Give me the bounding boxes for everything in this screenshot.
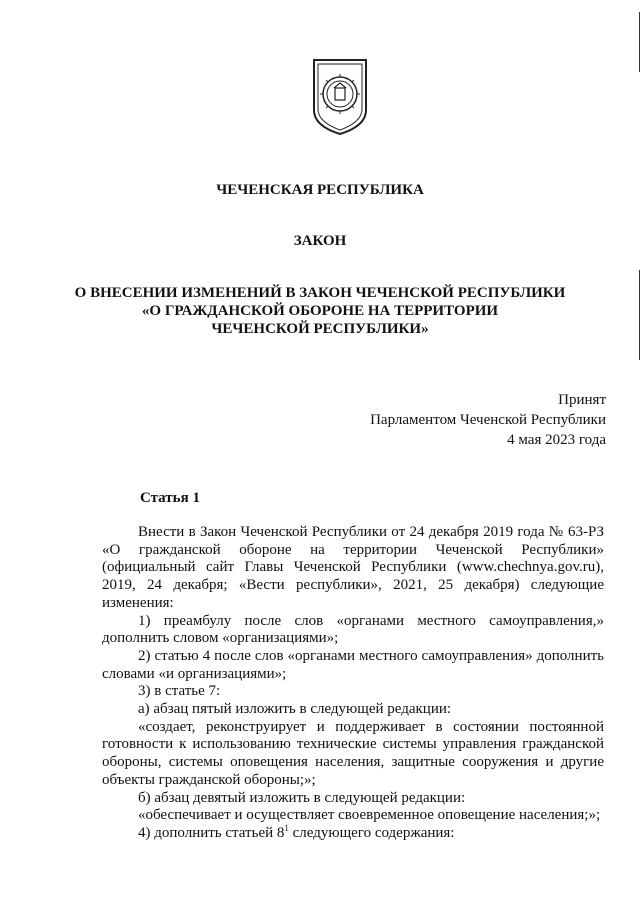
law-title-line-1: О ВНЕСЕНИИ ИЗМЕНЕНИЙ В ЗАКОН ЧЕЧЕНСКОЙ РЕСПУБЛИКИ bbox=[74, 285, 566, 301]
amendment-item-4 bbox=[102, 822, 604, 843]
amendment-item-3a-text: «создает, реконструирует и поддерживает в состоянии постоянной готовности к использованию технические системы управления гражданской обороны, системы оповещения населения, защитные сооружения и другие объекты гражданской обороны;»; bbox=[102, 718, 604, 788]
adoption-block bbox=[370, 390, 606, 450]
adoption-line-date: 4 мая 2023 года bbox=[507, 432, 606, 448]
amendment-item-3: 3) в статье 7: bbox=[138, 683, 221, 700]
item-4-suffix: следующего содержания: bbox=[288, 824, 455, 841]
amendment-item-2: 2) статью 4 после слов «органами местного самоуправления» дополнить словами «и организациями»; bbox=[102, 647, 604, 682]
item-4-prefix: 4) дополнить статьей 8 bbox=[138, 824, 285, 841]
amendment-item-3a: а) абзац пятый изложить в следующей редакции: bbox=[138, 701, 452, 718]
chechen-republic-emblem bbox=[310, 56, 370, 136]
amendment-item-3b-text: «обеспечивает и осуществляет своевременное оповещение населения;»; bbox=[138, 807, 601, 824]
adoption-line-parliament: Парламентом Чеченской Республики bbox=[370, 412, 606, 428]
republic-heading: ЧЕЧЕНСКАЯ РЕСПУБЛИКА bbox=[216, 182, 424, 198]
item-4-superscript: 1 bbox=[284, 822, 289, 833]
amendment-item-1: 1) преамбулу после слов «органами местного самоуправления,» дополнить словом «организациями»; bbox=[102, 612, 604, 647]
adoption-line-accepted: Принят bbox=[558, 392, 606, 408]
article-intro: Внести в Закон Чеченской Республики от 24 декабря 2019 года № 63-РЗ «О гражданской обороне на территории Чеченской Республики» (официальный сайт Главы Чеченской Республики (www.chechnya.gov.ru), 2019, 24 декабря; «Вести республики», 2021, 25 декабря) следующие изменения: bbox=[102, 524, 604, 611]
amendment-item-3b: б) абзац девятый изложить в следующей редакции: bbox=[138, 789, 466, 806]
document-type-heading: ЗАКОН bbox=[293, 233, 347, 249]
article-title: Статья 1 bbox=[140, 490, 200, 506]
article-body bbox=[102, 524, 604, 843]
law-title-line-2: «О ГРАЖДАНСКОЙ ОБОРОНЕ НА ТЕРРИТОРИИ bbox=[141, 303, 499, 319]
law-title-line-3: ЧЕЧЕНСКОЙ РЕСПУБЛИКИ» bbox=[211, 321, 429, 337]
